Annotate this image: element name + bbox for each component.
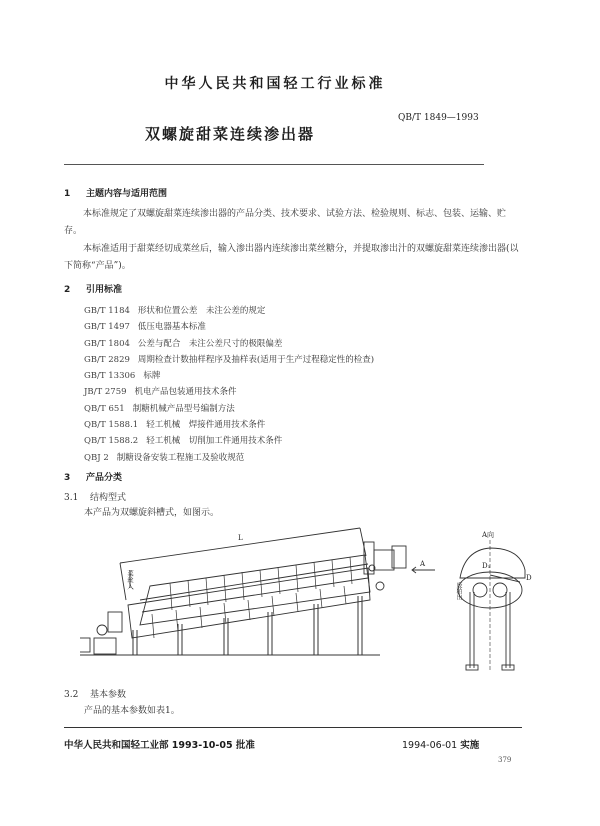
reference-item: GB/T 1497 低压电器基本标准 [84,322,206,333]
footer-divider [64,727,522,728]
extractor-diagram [80,520,560,680]
extractor-drawing [80,520,560,680]
section-1-paragraph-1: 本标准规定了双螺旋甜菜连续渗出器的产品分类、技术要求、试验方法、检验规则、标志、包装、运输、贮存。 [64,209,507,236]
figure-label-arrow-a: A [420,560,426,568]
reference-list [84,304,374,467]
document-title: 双螺旋甜菜连续渗出器 [145,125,316,143]
figure-label-outlet: 废粕出 [455,582,462,600]
section-1-paragraph-2: 本标准适用于甜菜经切成菜丝后，输入渗出器内连续渗出菜丝糖分，并提取渗出汁的双螺旋甜菜连续渗出器(以下简称“产品”)。 [64,244,519,271]
section-1-heading: 1 主题内容与适用范围 [64,189,168,199]
reference-item: QB/T 1588.1 轻工机械 焊接件通用技术条件 [84,420,266,431]
reference-item: QB/T 1588.2 轻工机械 切削加工件通用技术条件 [84,436,283,447]
reference-item: GB/T 1804 公差与配合 未注公差尺寸的极限偏差 [84,338,283,349]
section-3-1-text: 本产品为双螺旋斜槽式，如图示。 [84,508,220,518]
reference-item: JB/T 2759 机电产品包装通用技术条件 [84,387,237,398]
reference-item: GB/T 13306 标牌 [84,371,161,382]
section-3-2-heading: 3.2 基本参数 [64,690,127,700]
effective-date-line: 1994-06-01 实施 [402,740,480,751]
reference-item: GB/T 2829 周期检查计数抽样程序及抽样表(适用于生产过程稳定性的检查) [84,354,375,365]
reference-item: QBJ 2 制糖设备安装工程施工及验收规范 [84,452,245,463]
figure-label-inlet: 菜丝入 [126,570,134,590]
header-divider [64,164,484,165]
figure-label-length: L [238,534,243,542]
figure-label-d1: D₁ [482,562,491,570]
reference-item: GB/T 1184 形状和位置公差 未注公差的规定 [84,306,266,316]
standard-type-header: 中华人民共和国轻工行业标准 [164,76,386,92]
standard-code: QB/T 1849—1993 [398,113,479,123]
approval-line: 中华人民共和国轻工业部 1993-10-05 批准 [64,740,255,751]
section-3-2-text: 产品的基本参数如表1。 [84,706,180,716]
page-number: 379 [498,756,512,764]
figure-label-d: D [526,574,532,582]
section-3-1-heading: 3.1 结构型式 [64,493,127,503]
reference-item: QB/T 651 制糖机械产品型号编制方法 [84,403,235,414]
figure-label-view-a: A向 [482,531,495,539]
section-2-heading: 2 引用标准 [64,285,123,295]
section-3-heading: 3 产品分类 [64,473,123,483]
